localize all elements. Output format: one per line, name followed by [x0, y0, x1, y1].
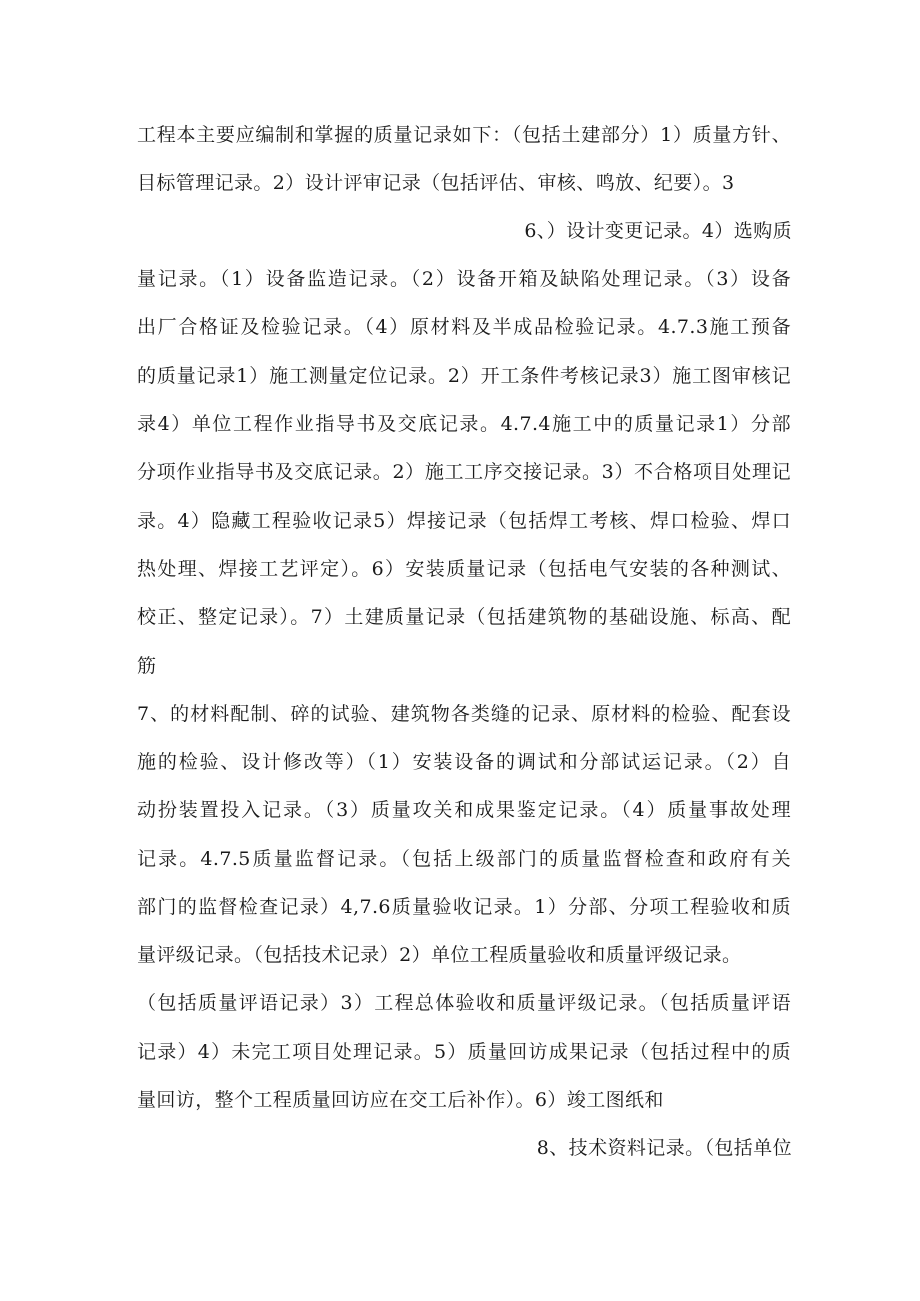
- text-line-9: 录。4）隐藏工程验收记录5）焊接记录（包括焊工考核、焊口检验、焊口: [137, 510, 791, 532]
- text-line-7: 录4）单位工程作业指导书及交底记录。4.7.4施工中的质量记录1）分部: [137, 413, 791, 435]
- text-line-4: 量记录。（1）设备监造记录。（2）设备开箱及缺陷处理记录。（3）设备: [137, 268, 791, 290]
- text-line-22: 8、技术资料记录。（包括单位: [536, 1137, 792, 1159]
- text-line-15: 动扮装置投入记录。（3）质量攻关和成果鉴定记录。（4）质量事故处理: [137, 799, 791, 821]
- text-line-2: 目标管理记录。2）设计评审记录（包括评估、审核、鸣放、纪要）。3: [137, 172, 735, 194]
- text-line-1: 工程本主要应编制和掌握的质量记录如下：（包括土建部分）1）质量方针、: [137, 124, 791, 146]
- text-line-13: 7、的材料配制、碎的试验、建筑物各类缝的记录、原材料的检验、配套设: [137, 703, 791, 725]
- text-line-16: 记录。4.7.5质量监督记录。（包括上级部门的质量监督检查和政府有关: [137, 848, 791, 870]
- text-line-10: 热处理、焊接工艺评定）。6）安装质量记录（包括电气安装的各种测试、: [137, 558, 791, 580]
- text-line-19: （包括质量评语记录）3）工程总体验收和质量评级记录。（包括质量评语: [137, 992, 791, 1014]
- text-line-18: 量评级记录。（包括技术记录）2）单位工程质量验收和质量评级记录。: [137, 944, 742, 966]
- text-line-17: 部门的监督检查记录）4,7.6质量验收记录。1）分部、分项工程验收和质: [137, 896, 791, 918]
- text-line-20: 记录）4）未完工项目处理记录。5）质量回访成果记录（包括过程中的质: [137, 1041, 791, 1063]
- text-line-8: 分项作业指导书及交底记录。2）施工工序交接记录。3）不合格项目处理记: [137, 461, 791, 483]
- text-line-11: 校正、整定记录）。7）土建质量记录（包括建筑物的基础设施、标高、配: [137, 606, 791, 628]
- text-line-6: 的质量记录1）施工测量定位记录。2）开工条件考核记录3）施工图审核记: [137, 365, 791, 387]
- text-line-5: 出厂合格证及检验记录。（4）原材料及半成品检验记录。4.7.3施工预备: [137, 316, 791, 338]
- text-line-3: 6、）设计变更记录。4）选购质: [524, 220, 792, 242]
- text-line-12: 筋: [137, 655, 157, 677]
- text-line-14: 施的检验、设计修改等）（1）安装设备的调试和分部试运记录。（2）自: [137, 751, 791, 773]
- text-line-21: 量回访，整个工程质量回访应在交工后补作）。6）竣工图纸和: [137, 1089, 664, 1111]
